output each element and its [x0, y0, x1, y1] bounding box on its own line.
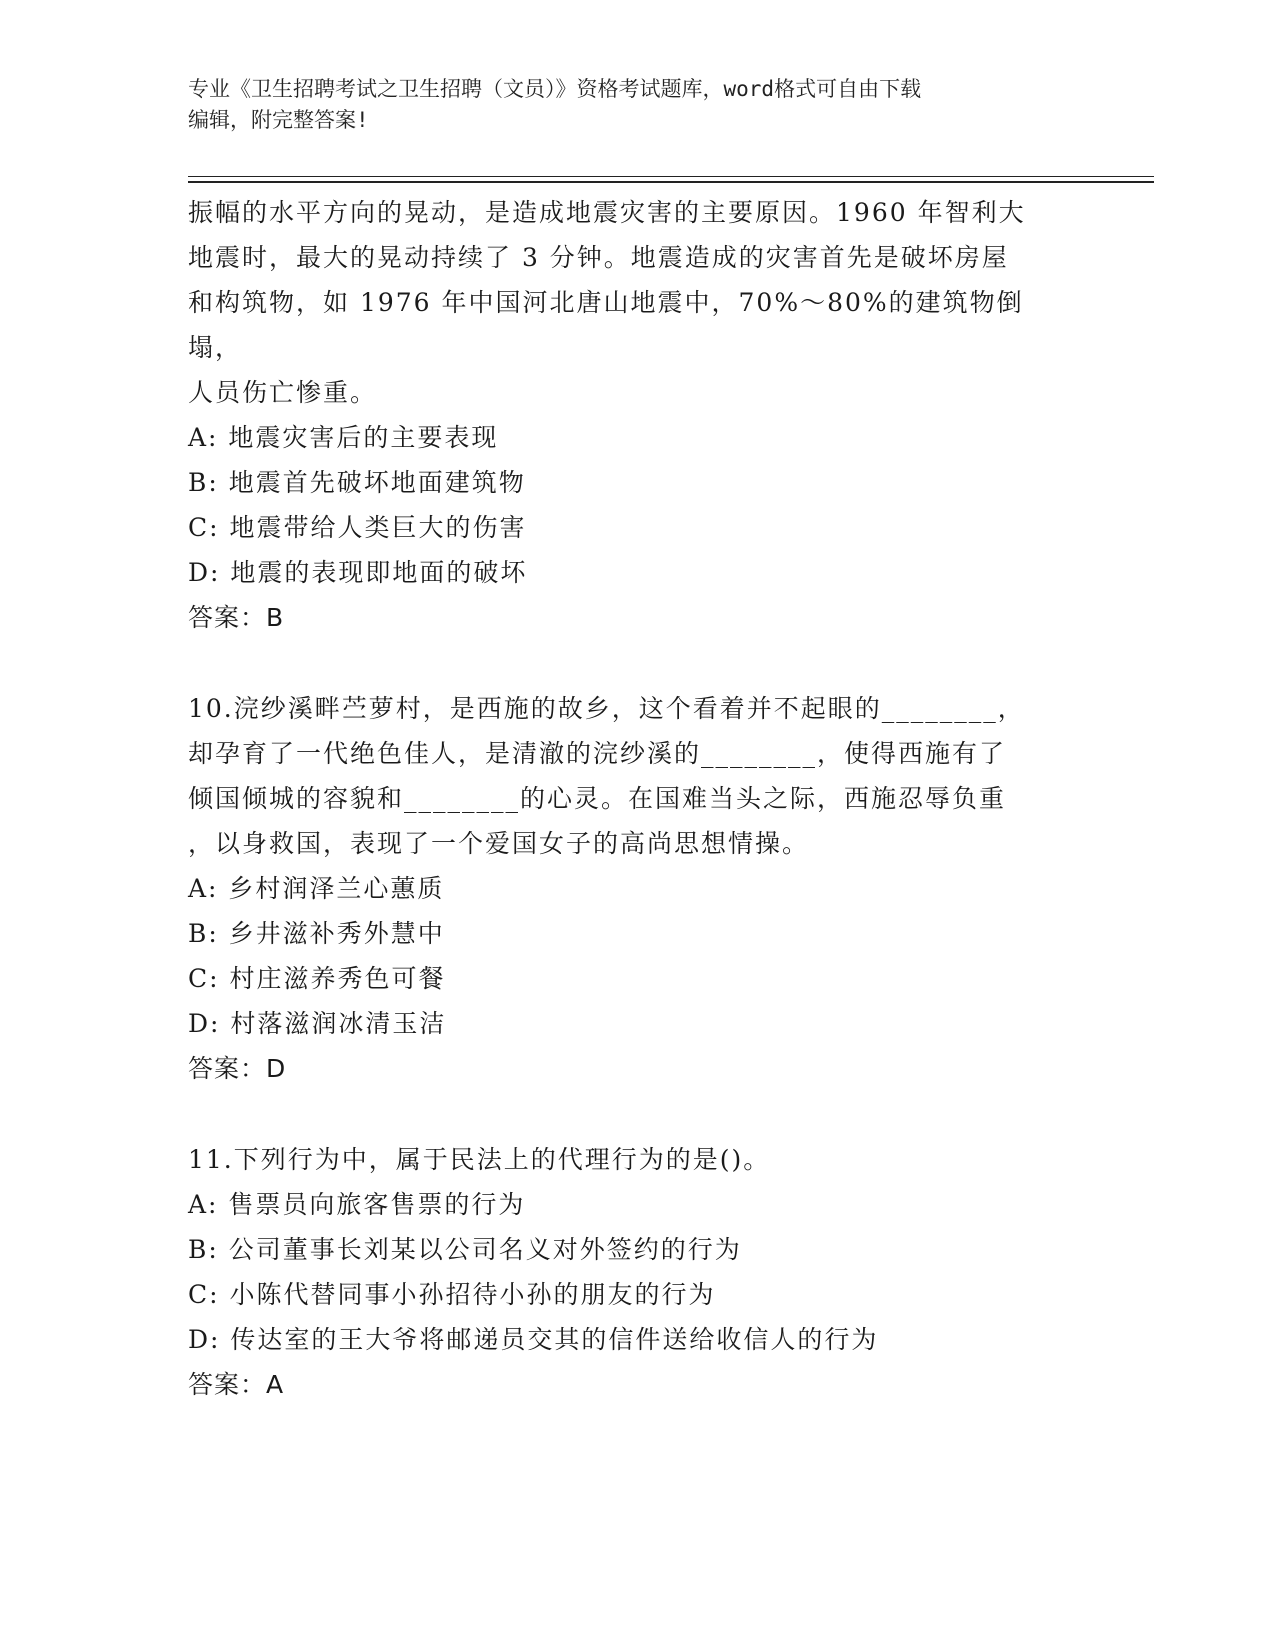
option-a: A: 乡村润泽兰心蕙质 — [188, 874, 445, 903]
question-passage-line: 和构筑物，如 1976 年中国河北唐山地震中，70%～80%的建筑物倒塌， — [188, 288, 1024, 362]
option-c: C: 地震带给人类巨大的伤害 — [188, 513, 527, 542]
option-c: C: 小陈代替同事小孙招待小孙的朋友的行为 — [188, 1280, 716, 1309]
question-11 — [188, 1137, 1068, 1407]
page-header — [188, 74, 1068, 136]
header-line-1: 专业《卫生招聘考试之卫生招聘（文员）》资格考试题库，word格式可自由下载 — [188, 77, 922, 101]
option-a: A: 地震灾害后的主要表现 — [188, 423, 499, 452]
option-a: A: 售票员向旅客售票的行为 — [188, 1190, 526, 1219]
question-passage-line: 人员伤亡惨重。 — [188, 378, 378, 407]
option-d: D: 地震的表现即地面的破坏 — [188, 558, 528, 587]
header-divider-thick — [188, 181, 1154, 183]
option-d: D: 传达室的王大爷将邮递员交其的信件送给收信人的行为 — [188, 1325, 879, 1354]
spacer — [188, 1091, 1068, 1137]
question-text-line: 10.浣纱溪畔苎萝村，是西施的故乡，这个看着并不起眼的________， — [188, 694, 1025, 723]
question-passage-line: 振幅的水平方向的晃动，是造成地震灾害的主要原因。1960 年智利大 — [188, 198, 1026, 227]
question-9 — [188, 190, 1068, 640]
option-b: B: 乡井滋补秀外慧中 — [188, 919, 445, 948]
header-divider-thin — [188, 176, 1154, 177]
question-10 — [188, 686, 1068, 1091]
answer: 答案：D — [188, 1054, 287, 1083]
option-d: D: 村落滋润冰清玉洁 — [188, 1009, 447, 1038]
spacer — [188, 640, 1068, 686]
answer: 答案：B — [188, 603, 285, 632]
question-text-line: 却孕育了一代绝色佳人，是清澈的浣纱溪的________，使得西施有了 — [188, 739, 1007, 768]
answer: 答案：A — [188, 1370, 285, 1399]
question-text-line: 倾国倾城的容貌和________的心灵。在国难当头之际，西施忍辱负重 — [188, 784, 1007, 813]
header-line-2: 编辑，附完整答案! — [188, 108, 369, 132]
option-c: C: 村庄滋养秀色可餐 — [188, 964, 446, 993]
question-text-line: ，以身救国，表现了一个爱国女子的高尚思想情操。 — [188, 829, 810, 858]
option-b: B: 地震首先破坏地面建筑物 — [188, 468, 526, 497]
question-text-line: 11.下列行为中，属于民法上的代理行为的是()。 — [188, 1145, 771, 1174]
question-passage-line: 地震时，最大的晃动持续了 3 分钟。地震造成的灾害首先是破坏房屋 — [188, 243, 1009, 272]
document-body — [188, 190, 1068, 1407]
option-b: B: 公司董事长刘某以公司名义对外签约的行为 — [188, 1235, 742, 1264]
